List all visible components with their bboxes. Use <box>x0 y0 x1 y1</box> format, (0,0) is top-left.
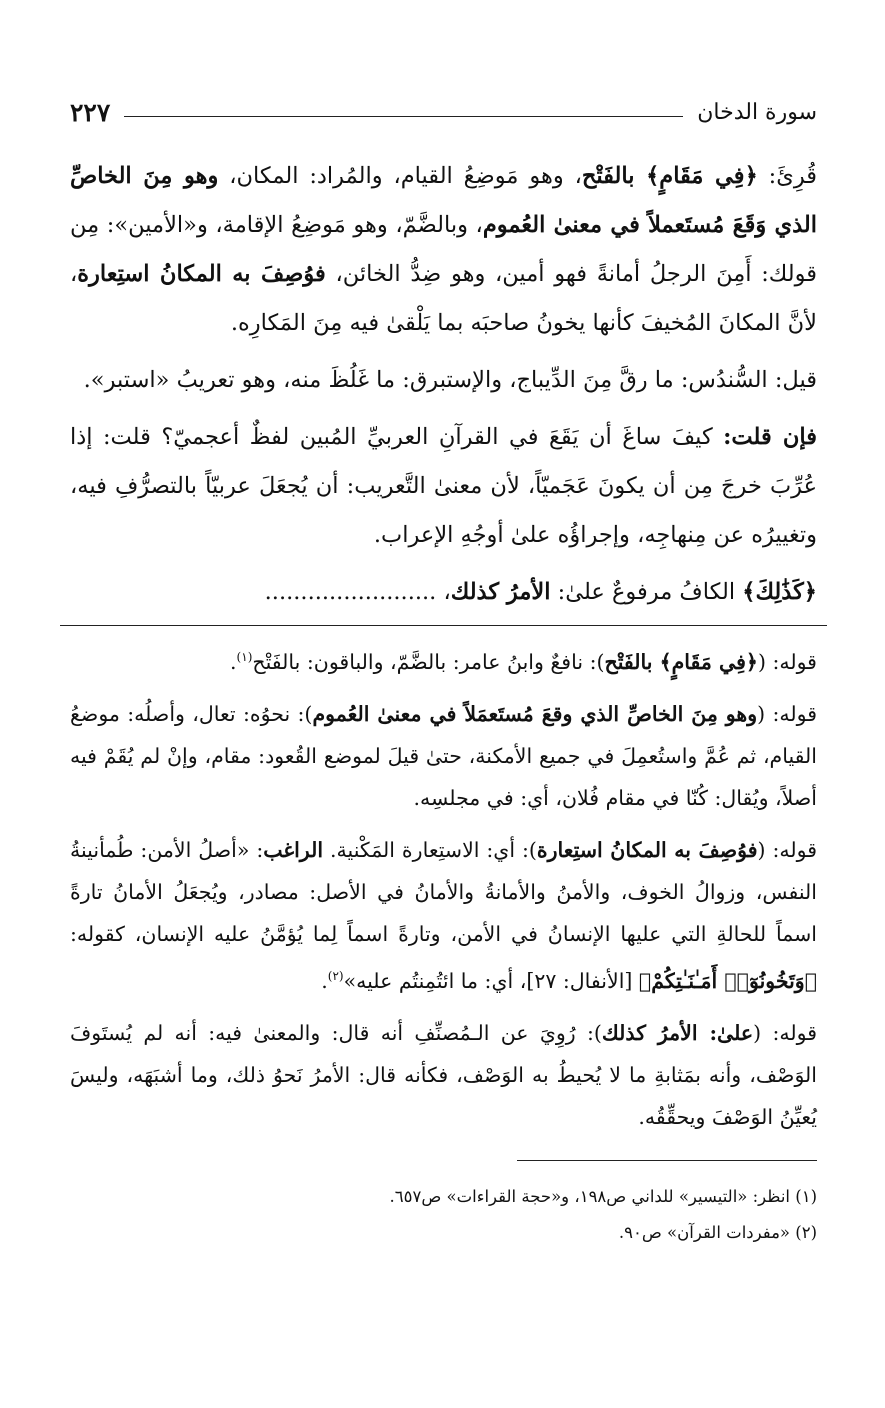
commentary <box>70 636 817 1138</box>
footnote: (٢) «مفردات القرآن» ص٩٠. <box>618 1222 817 1242</box>
surah-title: سورة الدخان <box>697 99 817 125</box>
bold-phrase: فوُصِفَ به المكانُ استِعارة <box>77 261 326 287</box>
bold-phrase: الراغب <box>263 837 324 862</box>
text-run: الكافُ مرفوعٌ علىٰ: <box>550 579 743 605</box>
bold-phrase: الأمرُ كذلك <box>450 579 551 605</box>
quran-quote: ﴿فِي مَقَامٍ﴾ بالفَتْح <box>581 163 758 189</box>
quran-quote: ﴿وَتَخُونُوٓا۟ أَمَـٰنَـٰتِكُمْ﴾ <box>638 968 817 993</box>
main-text <box>70 152 817 617</box>
commentary-paragraph <box>70 1012 817 1138</box>
text-run: ): نحوُه: تعال، وأصلُه: موضعُ القيام، ثم عُمَّ واستُعمِلَ في جميع الأمكنة، حتىٰ قيلَ لموضع القُعود: مقام، وإنْ لم يُقَمْ فيه أصلاً، ويُقال: كُنّا في مقام فُلان، أي: في مجلسِه. <box>70 701 817 810</box>
header-rule <box>124 116 683 117</box>
text-run: قوله: ( <box>753 1020 817 1045</box>
running-header <box>70 92 817 132</box>
text-run: قوله: ( <box>757 649 817 674</box>
footnote: (١) انظر: «التيسير» للداني ص١٩٨، و«حجة القراءات» ص٦٥٧. <box>389 1186 817 1206</box>
page-number: ٢٢٧ <box>70 97 111 127</box>
bold-phrase: فوُصِفَ به المكانُ استِعارة <box>536 837 758 862</box>
main-paragraph <box>70 568 817 617</box>
main-paragraph <box>70 413 817 560</box>
text-run: ): نافعٌ وابنُ عامر: بالضَّمّ، والباقون: بالفَتْح <box>252 649 605 674</box>
main-paragraph <box>70 152 817 348</box>
text-run: قوله: ( <box>757 701 817 726</box>
bold-phrase: فإن قلت: <box>723 424 817 450</box>
text-run: قُرِئَ: <box>757 163 818 189</box>
text-run: [الأنفال: ٢٧]، أي: ما ائتُمِنتُم عليه» <box>343 968 639 993</box>
section-divider <box>60 625 827 626</box>
text-run: . <box>230 649 237 674</box>
bold-phrase: علىٰ: الأمرُ كذلك <box>601 1020 754 1045</box>
footnotes <box>70 1179 817 1251</box>
text-run: كيفَ ساغَ أن يَقَعَ في القرآنِ العربيِّ المُبين لفظٌ أعجميّ؟ قلت: إذا عُرِّبَ خرجَ مِن أن يكونَ عَجَميّاً، لأن معنىٰ التَّعريب: أن يُجعَلَ عربيّاً بالتصرُّفِ فيه، وتغييرُه عن مِنهاجِه، وإجراؤُه علىٰ أوجُهِ الإعراب. <box>70 424 817 548</box>
text-run: ، لأنَّ المكانَ المُخيفَ كأنها يخونُ صاحبَه بما يَلْقىٰ فيه مِنَ المَكارِه. <box>70 261 817 336</box>
quran-quote: ﴿كَذَٰلِكَ﴾ <box>742 579 817 605</box>
text-run: ): رُوِيَ عن الـمُصنِّفِ أنه قال: والمعنىٰ فيه: أنه لم يُستَوفَ الوَصْف، وأنه بمَثابةِ ما لا يُحيطُ به الوَصْف، فكأنه قال: الأمرُ نَحوُ ذلك، وما أشبَهَه، وليسَ يُعيِّنُ الوَصْفَ ويحقِّقُه. <box>70 1020 817 1129</box>
footnote-rule <box>517 1160 817 1161</box>
quran-quote: ﴿فِي مَقَامٍ﴾ بالفَتْح <box>604 649 758 674</box>
main-paragraph: قيل: السُّندُس: ما رقَّ مِنَ الدِّيباج، والإستبرق: ما غَلُظَ منه، وهو تعريبُ «استبر». <box>83 367 817 393</box>
footnote-ref[interactable]: (١) <box>236 650 253 664</box>
text-run: ): أي: الاستِعارة المَكْنية. <box>323 837 537 862</box>
footnote-ref[interactable]: (٢) <box>327 968 344 983</box>
text-run: ، وهو مَوضِعُ القيام، والمُراد: المكان، <box>218 163 582 189</box>
commentary-paragraph <box>70 636 817 683</box>
text-run: : «أصلُ الأمن: طُمأنينةُ النفس، وزوالُ الخوف، والأمنُ والأمانةُ والأمانُ في الأصل: مصادر، ويُجعَلُ الأمانُ تارةً اسماً للحالةِ التي عليها الإنسانُ في الأمن، وتارةً اسماً لِما يُؤمَّنُ عليه الإنسان، كقوله: <box>70 837 817 946</box>
text-run: قوله: ( <box>757 837 817 862</box>
book-page <box>70 92 817 1251</box>
bold-phrase: وهو مِنَ الخاصِّ الذي وَقَعَ مُستَعملاً في معنىٰ العُموم <box>70 163 817 238</box>
text-run: ، ........................ <box>264 579 451 605</box>
text-run: ، وبالضَّمّ، وهو مَوضِعُ الإقامة، و«الأمين»: مِن قولك: أَمِنَ الرجلُ أمانةً فهو أمين، وهو ضِدُّ الخائن، <box>70 212 818 287</box>
commentary-paragraph <box>70 829 817 1002</box>
text-run: . <box>321 968 328 993</box>
bold-phrase: وهو مِنَ الخاصِّ الذي وقعَ مُستَعمَلاً في معنىٰ العُموم <box>312 701 758 726</box>
commentary-paragraph <box>70 693 817 819</box>
